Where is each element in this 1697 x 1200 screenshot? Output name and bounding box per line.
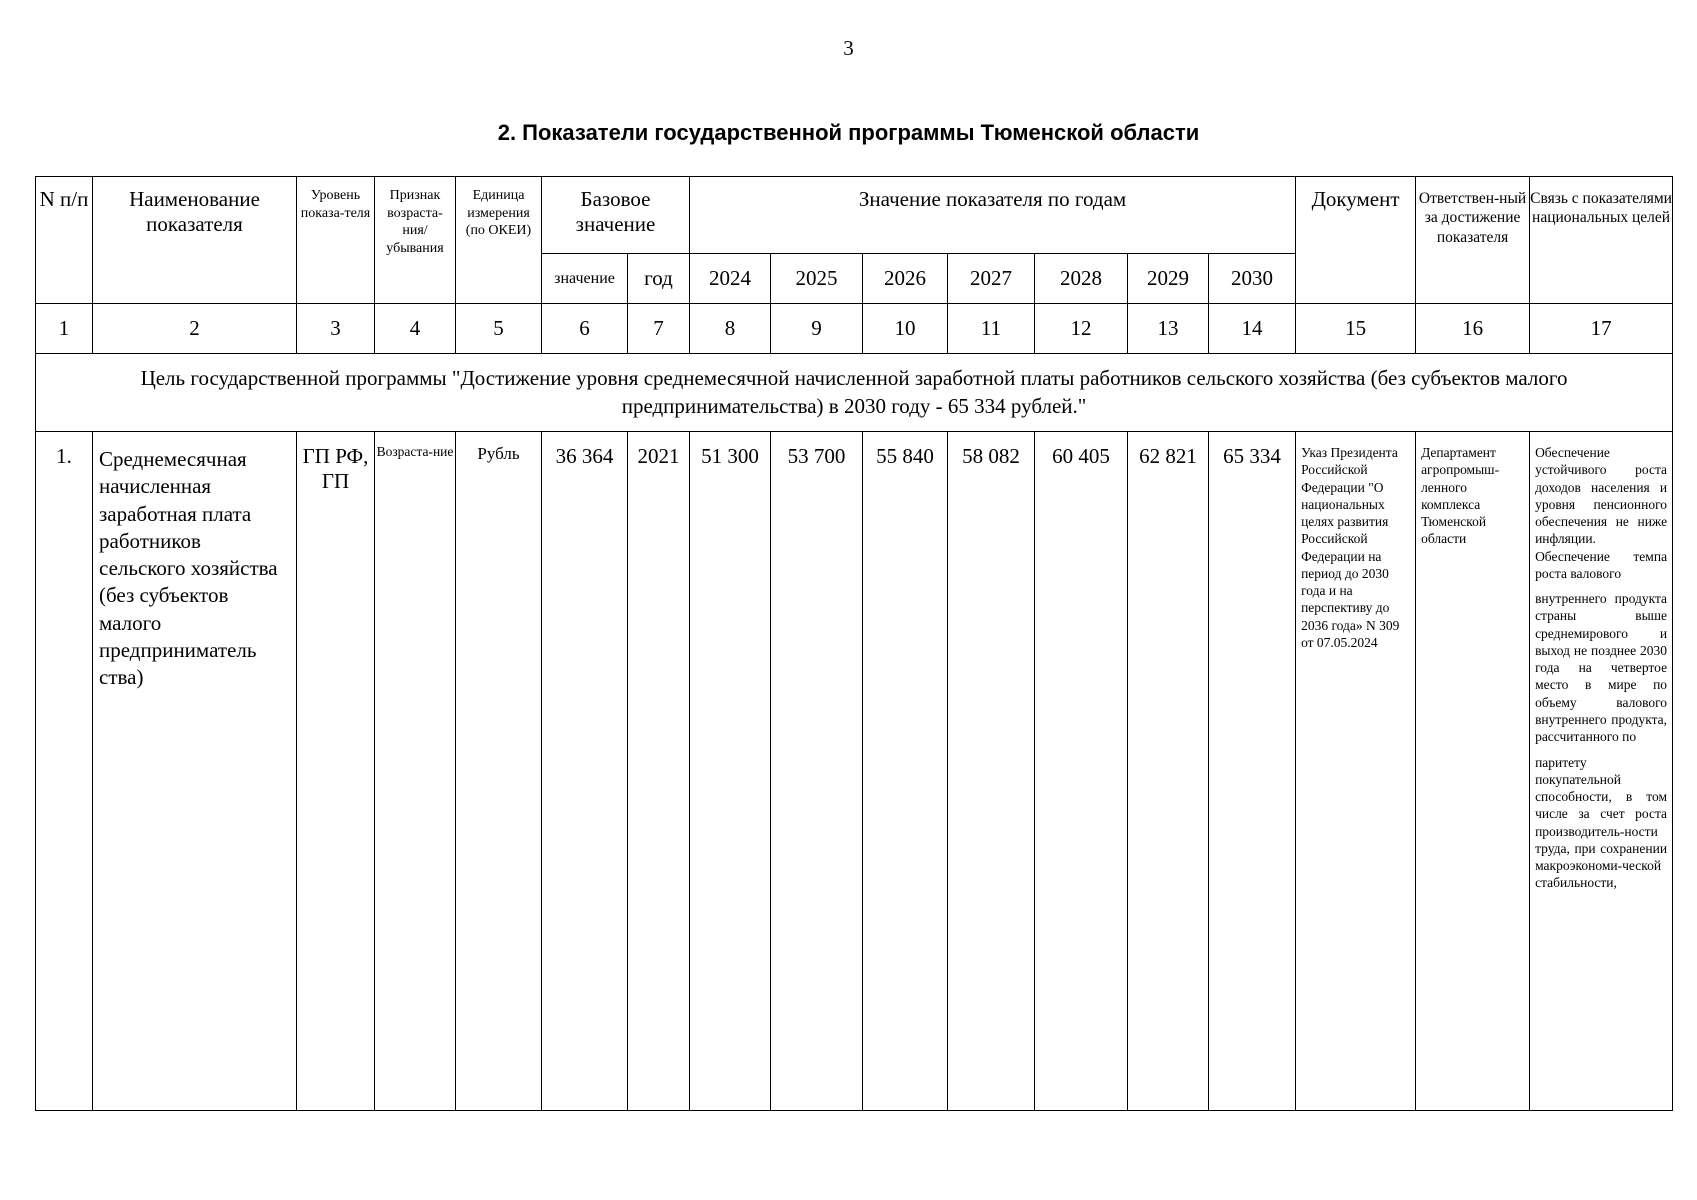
- header-years-group: Значение показателя по годам: [690, 177, 1296, 254]
- base-year: 2021: [628, 432, 690, 1111]
- base-value: 36 364: [542, 432, 628, 1111]
- header-responsible: Ответствен-ный за достижение показателя: [1416, 177, 1530, 304]
- value-2028: 60 405: [1035, 432, 1128, 1111]
- national-goals-link-part: паритету покупательной способности, в том числе за счет роста производитель-ности труда, при сохранении макроэкономи-ческой стабильности,: [1535, 754, 1668, 891]
- column-number: 2: [93, 304, 297, 354]
- column-number: 3: [297, 304, 375, 354]
- national-goals-link: [1530, 432, 1673, 1111]
- header-num: N п/п: [36, 177, 93, 304]
- column-number: 6: [542, 304, 628, 354]
- column-number: 8: [690, 304, 771, 354]
- column-number: 11: [948, 304, 1035, 354]
- header-document: Документ: [1296, 177, 1416, 304]
- header-year-2029: 2029: [1128, 254, 1209, 304]
- header-base: Базовое значение: [542, 177, 690, 254]
- page-number: 3: [843, 36, 854, 60]
- document-reference: Указ Президента Российской Федерации "О национальных целях развития Российской Федерации на период до 2030 года и на перспективу до 2036 года» N 309 от 07.05.2024: [1296, 432, 1416, 1111]
- column-number: 14: [1209, 304, 1296, 354]
- value-2024: 51 300: [690, 432, 771, 1111]
- column-number: 9: [771, 304, 863, 354]
- header-year-2025: 2025: [771, 254, 863, 304]
- indicator-level: ГП РФ, ГП: [297, 432, 375, 1111]
- value-2025: 53 700: [771, 432, 863, 1111]
- header-year-2024: 2024: [690, 254, 771, 304]
- value-2026: 55 840: [863, 432, 948, 1111]
- column-number: 4: [375, 304, 456, 354]
- program-goal: Цель государственной программы "Достижение уровня среднемесячной начисленной заработной платы работников сельского хозяйства (без субъектов малого предпринимательства) в 2030 году - 65 334 рублей.": [36, 354, 1673, 432]
- column-number-row: [36, 304, 1673, 354]
- responsible-body: Департамент агропромыш-ленного комплекса Тюменской области: [1416, 432, 1530, 1111]
- national-goals-link-part: внутреннего продукта страны выше среднемирового и выход не позднее 2030 года на четвертое место в мире по объему валового внутреннего продукта, рассчитанного по: [1535, 591, 1668, 745]
- value-2027: 58 082: [948, 432, 1035, 1111]
- indicator-unit: Рубль: [456, 432, 542, 1111]
- header-year-2027: 2027: [948, 254, 1035, 304]
- page-title: 2. Показатели государственной программы Тюменской области: [497, 120, 1200, 145]
- column-number: 15: [1296, 304, 1416, 354]
- goal-row: [36, 354, 1673, 432]
- national-goals-link-part: Обеспечение устойчивого роста доходов населения и уровня пенсионного обеспечения не ниже инфляции. Обеспечение темпа роста валового: [1535, 445, 1668, 581]
- header-unit: Единица измерения (по ОКЕИ): [456, 177, 542, 304]
- column-number: 17: [1530, 304, 1673, 354]
- column-number: 7: [628, 304, 690, 354]
- header-row-top: [36, 177, 1673, 254]
- header-sign: Признак возраста-ния/ убывания: [375, 177, 456, 304]
- header-year-2028: 2028: [1035, 254, 1128, 304]
- row-number: 1.: [36, 432, 93, 1111]
- header-year-2030: 2030: [1209, 254, 1296, 304]
- column-number: 13: [1128, 304, 1209, 354]
- value-2029: 62 821: [1128, 432, 1209, 1111]
- header-base-value: значение: [542, 254, 628, 304]
- indicator-name: Среднемесячная начисленная заработная плата работников сельского хозяйства (без субъектов малого предприниматель ства): [93, 432, 297, 1111]
- indicator-sign: Возраста-ние: [375, 432, 456, 1111]
- header-base-year: год: [628, 254, 690, 304]
- column-number: 16: [1416, 304, 1530, 354]
- column-number: 10: [863, 304, 948, 354]
- value-2030: 65 334: [1209, 432, 1296, 1111]
- table-row: [36, 432, 1673, 1111]
- header-level: Уровень показа-теля: [297, 177, 375, 304]
- column-number: 5: [456, 304, 542, 354]
- header-name: Наименование показателя: [93, 177, 297, 304]
- header-year-2026: 2026: [863, 254, 948, 304]
- column-number: 12: [1035, 304, 1128, 354]
- indicators-table: [35, 176, 1673, 1111]
- column-number: 1: [36, 304, 93, 354]
- header-link: Связь с показателями национальных целей: [1530, 177, 1673, 304]
